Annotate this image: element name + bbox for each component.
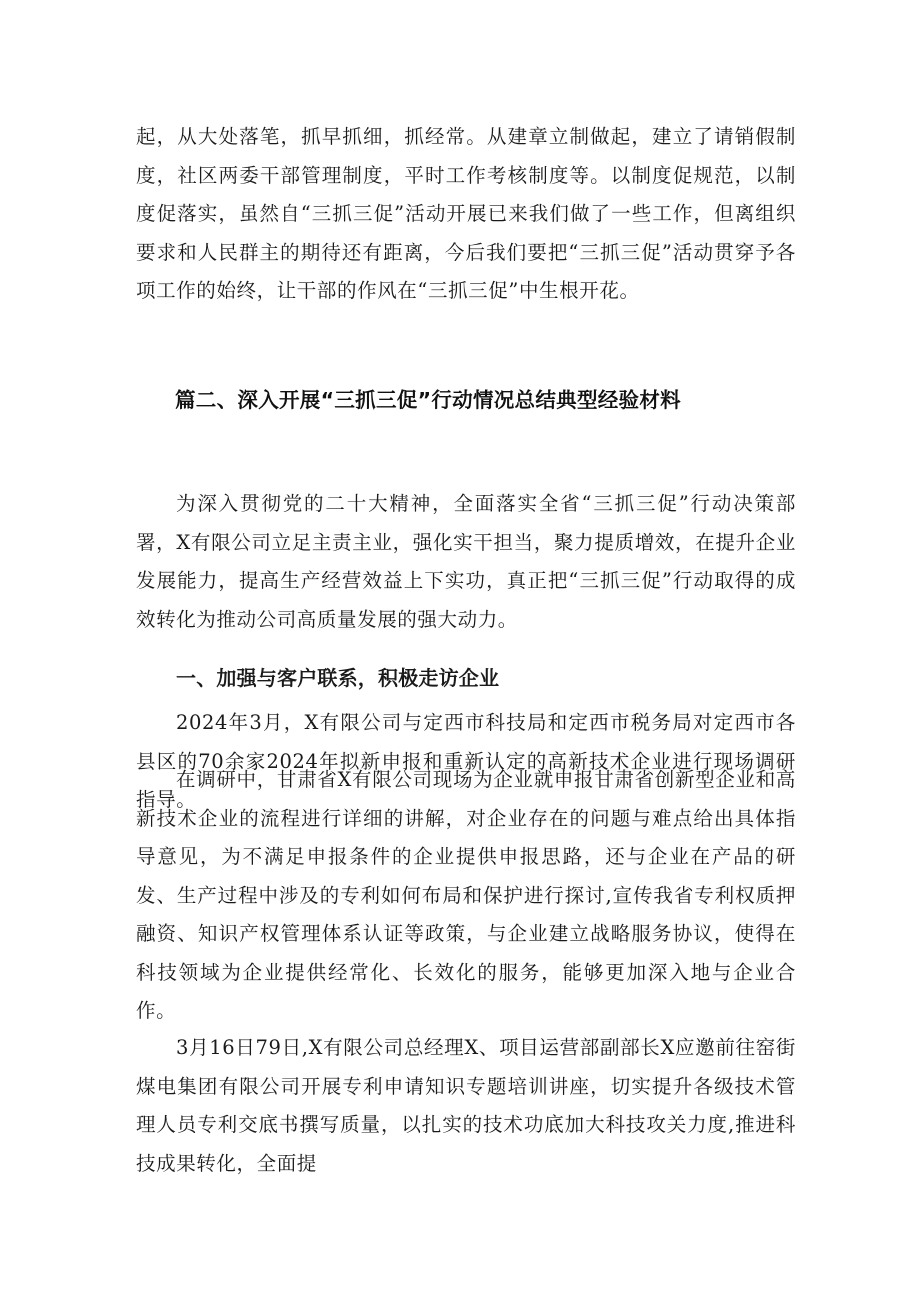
- body-paragraph: 在调研中，甘肃省X有限公司现场为企业就申报甘肃省创新型企业和高新技术企业的流程进行详细的讲解，对企业存在的问题与难点给出具体指导意见，为不满足申报条件的企业提供申报思路，还与企业在产品的研发、生产过程中涉及的专利如何布局和保护进行探讨,宣传我省专利权质押融资、知识产权管理体系认证等政策，与企业建立战略服务协议，使得在科技领域为企业提供经常化、长效化的服务，能够更加深入地与企业合作。: [136, 768, 796, 1022]
- body-paragraph: 3月16日79日,X有限公司总经理X、项目运营部副部长X应邀前往窑街煤电集团有限公司开展专利申请知识专题培训讲座，切实提升各级技术管理人员专利交底书撰写质量，以扎实的技术功底加大科技攻关力度,推进科技成果转化，全面提: [136, 1036, 796, 1175]
- section-title: 篇二、深入开展“三抓三促”行动情况总结典型经验材料: [175, 388, 681, 412]
- body-paragraph: 起，从大处落笔，抓早抓细，抓经常。从建章立制做起，建立了请销假制度，社区两委干部管理制度，平时工作考核制度等。以制度促规范，以制度促落实，虽然自“三抓三促”活动开展已来我们做了一些工作，但离组织要求和人民群主的期待还有距离，今后我们要把“三抓三促”活动贯穿予各项工作的始终，让干部的作风在“三抓三促”中生根开花。: [136, 125, 796, 302]
- body-paragraph: 2024年3月，X有限公司与定西市科技局和定西市税务局对定西市各县区的70余家2024年拟新申报和重新认定的高新技术企业进行现场调研指导。: [136, 711, 796, 811]
- body-paragraph: 为深入贯彻党的二十大精神，全面落实全省“三抓三促”行动决策部署，X有限公司立足主责主业，强化实干担当，聚力提质增效，在提升企业发展能力，提高生产经营效益上下实功，真正把“三抓三促”行动取得的成效转化为推动公司高质量发展的强大动力。: [136, 492, 796, 631]
- subheading: 一、加强与客户联系，积极走访企业: [176, 666, 500, 690]
